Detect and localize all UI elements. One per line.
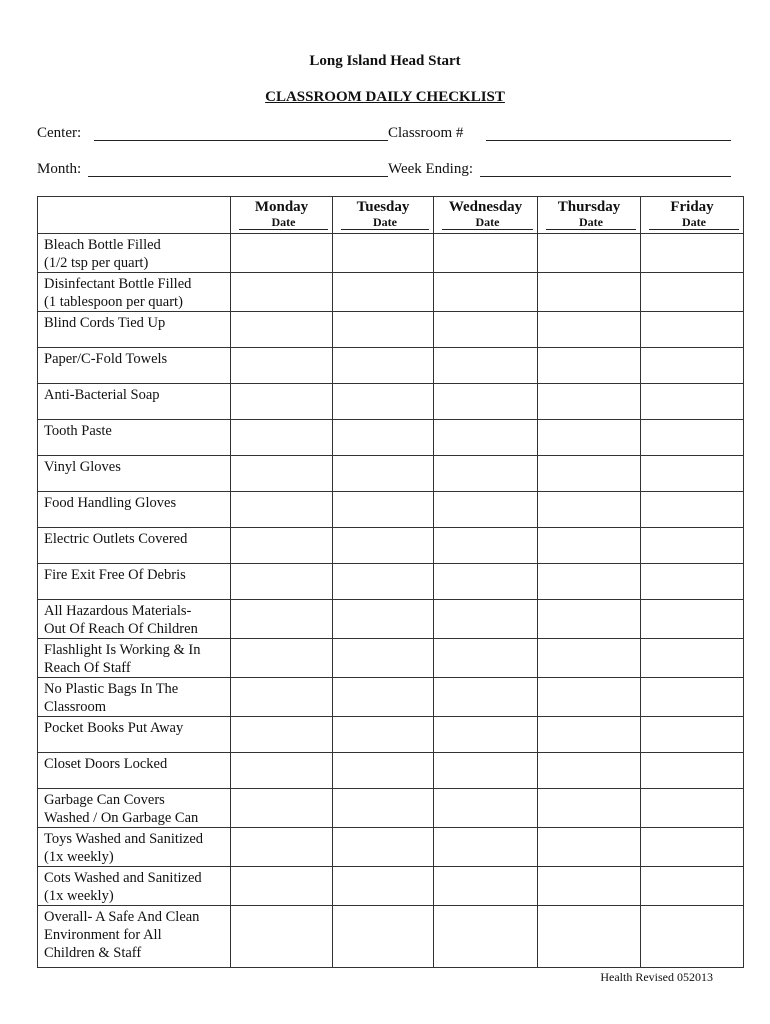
day-header-wednesday [434, 197, 538, 234]
check-cell-tuesday[interactable] [333, 564, 434, 600]
table-row [38, 678, 744, 717]
check-cell-friday[interactable] [641, 867, 744, 906]
table-row [38, 906, 744, 968]
check-cell-thursday[interactable] [538, 420, 641, 456]
checklist-item [38, 348, 231, 384]
check-cell-monday[interactable] [231, 384, 333, 420]
table-row [38, 828, 744, 867]
check-cell-monday[interactable] [231, 639, 333, 678]
center-label: Center: [37, 125, 82, 141]
check-cell-wednesday[interactable] [434, 753, 538, 789]
check-cell-thursday[interactable] [538, 384, 641, 420]
check-cell-friday[interactable] [641, 492, 744, 528]
check-cell-monday[interactable] [231, 564, 333, 600]
check-cell-friday[interactable] [641, 312, 744, 348]
week-ending-field[interactable] [480, 176, 731, 177]
check-cell-wednesday[interactable] [434, 600, 538, 639]
check-cell-thursday[interactable] [538, 492, 641, 528]
check-cell-monday[interactable] [231, 312, 333, 348]
checklist-item [38, 753, 231, 789]
check-cell-friday[interactable] [641, 639, 744, 678]
org-title: Long Island Head Start [309, 53, 461, 69]
check-cell-thursday[interactable] [538, 456, 641, 492]
check-cell-friday[interactable] [641, 528, 744, 564]
check-cell-thursday[interactable] [538, 828, 641, 867]
checklist-item [38, 384, 231, 420]
check-cell-friday[interactable] [641, 828, 744, 867]
checklist-item-line: No Plastic Bags In The [44, 681, 179, 697]
day-header-thursday [538, 197, 641, 234]
check-cell-friday[interactable] [641, 600, 744, 639]
table-row [38, 753, 744, 789]
check-cell-wednesday[interactable] [434, 717, 538, 753]
check-cell-friday[interactable] [641, 678, 744, 717]
check-cell-monday[interactable] [231, 348, 333, 384]
check-cell-friday[interactable] [641, 906, 744, 968]
check-cell-wednesday[interactable] [434, 528, 538, 564]
day-name: Tuesday [356, 199, 410, 215]
check-cell-wednesday[interactable] [434, 456, 538, 492]
table-row [38, 420, 744, 456]
check-cell-thursday[interactable] [538, 312, 641, 348]
check-cell-monday[interactable] [231, 273, 333, 312]
table-row [38, 273, 744, 312]
checklist-item [38, 273, 231, 312]
check-cell-friday[interactable] [641, 234, 744, 273]
checklist-item-line: Garbage Can Covers [44, 792, 165, 808]
check-cell-tuesday[interactable] [333, 678, 434, 717]
check-cell-friday[interactable] [641, 384, 744, 420]
checklist-item-line: (1 tablespoon per quart) [44, 294, 183, 310]
checklist-item-line: Fire Exit Free Of Debris [44, 567, 186, 583]
check-cell-thursday[interactable] [538, 348, 641, 384]
check-cell-wednesday[interactable] [434, 273, 538, 312]
date-field[interactable]: Date [442, 216, 533, 230]
checklist-item-line: Bleach Bottle Filled [44, 237, 161, 253]
check-cell-tuesday[interactable] [333, 906, 434, 968]
day-name: Wednesday [448, 199, 523, 215]
check-cell-wednesday[interactable] [434, 828, 538, 867]
checklist-body [38, 234, 744, 968]
checklist-item-line: Food Handling Gloves [44, 495, 177, 511]
check-cell-monday[interactable] [231, 717, 333, 753]
check-cell-thursday[interactable] [538, 528, 641, 564]
check-cell-monday[interactable] [231, 420, 333, 456]
checklist-item-line: Environment for All [44, 927, 162, 943]
checklist-item [38, 456, 231, 492]
check-cell-monday[interactable] [231, 867, 333, 906]
check-cell-wednesday[interactable] [434, 867, 538, 906]
table-row [38, 600, 744, 639]
day-name: Thursday [557, 199, 621, 215]
checklist-item [38, 600, 231, 639]
check-cell-wednesday[interactable] [434, 420, 538, 456]
checklist-item [38, 828, 231, 867]
date-field[interactable]: Date [546, 216, 636, 230]
check-cell-thursday[interactable] [538, 678, 641, 717]
checklist-item-line: Closet Doors Locked [44, 756, 168, 772]
check-cell-wednesday[interactable] [434, 348, 538, 384]
check-cell-thursday[interactable] [538, 906, 641, 968]
check-cell-friday[interactable] [641, 564, 744, 600]
day-name: Friday [670, 199, 714, 215]
revision-note: Health Revised 052013 [600, 970, 713, 984]
check-cell-tuesday[interactable] [333, 789, 434, 828]
checklist-item-line: Disinfectant Bottle Filled [44, 276, 192, 292]
header-row [38, 197, 744, 234]
classroom-field[interactable] [486, 140, 731, 141]
check-cell-monday[interactable] [231, 528, 333, 564]
checklist-item-line: Washed / On Garbage Can [44, 810, 199, 826]
check-cell-tuesday[interactable] [333, 639, 434, 678]
check-cell-thursday[interactable] [538, 273, 641, 312]
checklist-item-line: Anti-Bacterial Soap [44, 387, 160, 403]
table-row [38, 528, 744, 564]
checklist-item-line: Classroom [44, 699, 107, 715]
check-cell-thursday[interactable] [538, 600, 641, 639]
check-cell-friday[interactable] [641, 753, 744, 789]
table-row [38, 789, 744, 828]
check-cell-wednesday[interactable] [434, 384, 538, 420]
checklist-item [38, 678, 231, 717]
check-cell-tuesday[interactable] [333, 420, 434, 456]
table-row [38, 867, 744, 906]
day-name: Monday [254, 199, 309, 215]
checklist-item-line: All Hazardous Materials- [44, 603, 192, 619]
check-cell-tuesday[interactable] [333, 492, 434, 528]
checklist-item [38, 528, 231, 564]
checklist-item [38, 234, 231, 273]
check-cell-tuesday[interactable] [333, 528, 434, 564]
checklist-item [38, 789, 231, 828]
check-cell-wednesday[interactable] [434, 564, 538, 600]
check-cell-tuesday[interactable] [333, 600, 434, 639]
checklist-item-line: (1x weekly) [44, 849, 114, 865]
check-cell-thursday[interactable] [538, 789, 641, 828]
check-cell-tuesday[interactable] [333, 717, 434, 753]
check-cell-tuesday[interactable] [333, 828, 434, 867]
checklist-item-line: Cots Washed and Sanitized [44, 870, 202, 886]
checklist-item-line: Out Of Reach Of Children [44, 621, 198, 637]
checklist-item [38, 717, 231, 753]
checklist-item [38, 492, 231, 528]
checklist-item-line: Vinyl Gloves [44, 459, 121, 475]
checklist-item [38, 867, 231, 906]
check-cell-monday[interactable] [231, 234, 333, 273]
check-cell-tuesday[interactable] [333, 384, 434, 420]
table-row [38, 717, 744, 753]
checklist-item-line: Reach Of Staff [44, 660, 131, 676]
checklist-item-line: Toys Washed and Sanitized [44, 831, 204, 847]
checklist-item-line: Pocket Books Put Away [44, 720, 184, 736]
checklist-item-line: Overall- A Safe And Clean [44, 909, 200, 925]
table-row [38, 564, 744, 600]
month-label: Month: [37, 161, 82, 177]
table-row [38, 384, 744, 420]
check-cell-tuesday[interactable] [333, 753, 434, 789]
checklist-item [38, 312, 231, 348]
check-cell-monday[interactable] [231, 828, 333, 867]
checklist-item-line: Tooth Paste [44, 423, 112, 439]
checklist-item [38, 564, 231, 600]
checklist-item [38, 906, 231, 968]
check-cell-tuesday[interactable] [333, 348, 434, 384]
checklist-item-line: Children & Staff [44, 945, 142, 961]
checklist-item-line: Electric Outlets Covered [44, 531, 188, 547]
checklist-table [37, 196, 744, 968]
table-row [38, 234, 744, 273]
checklist-item-line: Blind Cords Tied Up [44, 315, 166, 331]
check-cell-tuesday[interactable] [333, 234, 434, 273]
checklist-item [38, 639, 231, 678]
form-title: CLASSROOM DAILY CHECKLIST [265, 89, 505, 105]
day-header-tuesday [333, 197, 434, 234]
check-cell-monday[interactable] [231, 678, 333, 717]
day-header-monday [231, 197, 333, 234]
check-cell-monday[interactable] [231, 492, 333, 528]
check-cell-tuesday[interactable] [333, 312, 434, 348]
check-cell-monday[interactable] [231, 600, 333, 639]
check-cell-wednesday[interactable] [434, 234, 538, 273]
check-cell-friday[interactable] [641, 717, 744, 753]
checklist-item-line: (1x weekly) [44, 888, 114, 904]
center-field[interactable] [94, 140, 388, 141]
checklist-item [38, 420, 231, 456]
check-cell-wednesday[interactable] [434, 639, 538, 678]
check-cell-thursday[interactable] [538, 564, 641, 600]
check-cell-friday[interactable] [641, 456, 744, 492]
check-cell-friday[interactable] [641, 273, 744, 312]
item-column-header [38, 197, 231, 234]
check-cell-thursday[interactable] [538, 717, 641, 753]
check-cell-wednesday[interactable] [434, 312, 538, 348]
check-cell-thursday[interactable] [538, 753, 641, 789]
check-cell-friday[interactable] [641, 348, 744, 384]
day-header-friday [641, 197, 744, 234]
check-cell-monday[interactable] [231, 789, 333, 828]
check-cell-wednesday[interactable] [434, 906, 538, 968]
check-cell-thursday[interactable] [538, 867, 641, 906]
check-cell-wednesday[interactable] [434, 492, 538, 528]
date-field[interactable]: Date [341, 216, 429, 230]
table-row [38, 639, 744, 678]
checklist-item-line: Paper/C-Fold Towels [44, 351, 168, 367]
classroom-label: Classroom # [388, 125, 464, 141]
check-cell-monday[interactable] [231, 753, 333, 789]
date-field[interactable]: Date [239, 216, 328, 230]
table-row [38, 312, 744, 348]
table-row [38, 492, 744, 528]
date-field[interactable]: Date [649, 216, 739, 230]
check-cell-monday[interactable] [231, 906, 333, 968]
table-row [38, 348, 744, 384]
check-cell-tuesday[interactable] [333, 273, 434, 312]
check-cell-wednesday[interactable] [434, 678, 538, 717]
check-cell-friday[interactable] [641, 789, 744, 828]
checklist-item-line: (1/2 tsp per quart) [44, 255, 149, 271]
month-field[interactable] [88, 176, 388, 177]
check-cell-thursday[interactable] [538, 234, 641, 273]
week-ending-label: Week Ending: [388, 161, 474, 177]
table-row [38, 456, 744, 492]
check-cell-thursday[interactable] [538, 639, 641, 678]
check-cell-wednesday[interactable] [434, 789, 538, 828]
check-cell-tuesday[interactable] [333, 867, 434, 906]
check-cell-friday[interactable] [641, 420, 744, 456]
check-cell-monday[interactable] [231, 456, 333, 492]
checklist-item-line: Flashlight Is Working & In [44, 642, 201, 658]
check-cell-tuesday[interactable] [333, 456, 434, 492]
